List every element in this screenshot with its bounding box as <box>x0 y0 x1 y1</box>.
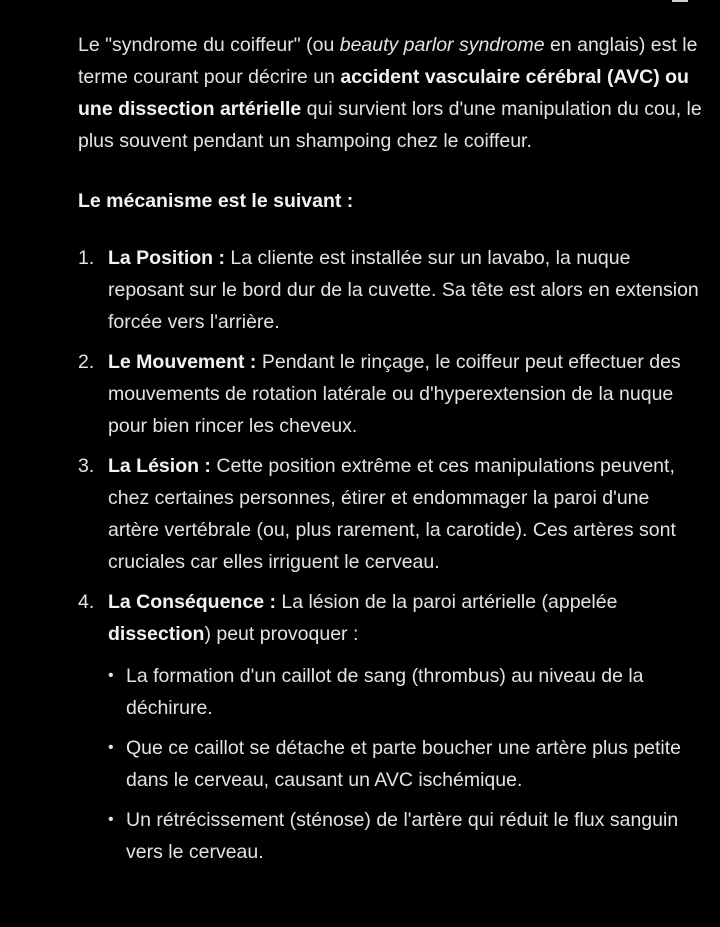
step-number: 2. <box>78 351 95 373</box>
step-title: La Conséquence : <box>108 591 276 613</box>
step-text: Cette position extrême et ces manipulations peuvent, chez certaines personnes, étirer et endommager la paroi d'une artère vertébrale (ou, plus rarement, la carotide). Ces artères sont cruciales car elles irriguent le cerveau. <box>108 455 676 573</box>
bullet-icon: • <box>108 811 114 828</box>
step-text: La cliente est installée sur un lavabo, la nuque reposant sur le bord dur de la cuvette. Sa tête est alors en extension forcée vers l'arrière. <box>108 247 699 333</box>
bullet-icon: • <box>108 667 114 684</box>
consequence-bullets <box>108 660 703 868</box>
step-number: 1. <box>78 247 95 269</box>
bullet-icon: • <box>108 739 114 756</box>
dissection-term: dissection <box>108 623 205 645</box>
step-title: La Lésion : <box>108 455 211 477</box>
step-item-2 <box>78 346 703 442</box>
list-item: • Un rétrécissement (sténose) de l'artère qui réduit le flux sanguin vers le cerveau. <box>108 804 703 868</box>
step-number: 3. <box>78 455 95 477</box>
response-content <box>78 29 703 876</box>
intro-paragraph: Le "syndrome du coiffeur" (ou beauty parlor syndrome en anglais) est le terme courant pour décrire un accident vasculaire cérébral (AVC) ou une dissection artérielle qui survient lors d'une manipulation du cou, le plus souvent pendant un shampoing chez le coiffeur. <box>78 34 702 152</box>
list-item: • La formation d'un caillot de sang (thrombus) au niveau de la déchirure. <box>108 660 703 724</box>
top-edge-indicator <box>672 0 688 2</box>
intro-bold-term: accident vasculaire cérébral (AVC) ou une dissection artérielle <box>78 66 689 120</box>
step-item-1 <box>78 242 703 338</box>
step-text: Pendant le rinçage, le coiffeur peut effectuer des mouvements de rotation latérale ou d'hyperextension de la nuque pour bien rincer les cheveux. <box>108 351 681 437</box>
mechanism-heading: Le mécanisme est le suivant : <box>78 190 354 212</box>
step-title: Le Mouvement : <box>108 351 257 373</box>
mechanism-steps-list <box>78 242 703 868</box>
list-item: • Que ce caillot se détache et parte boucher une artère plus petite dans le cerveau, causant un AVC ischémique. <box>108 732 703 796</box>
step-item-4: 4. La Conséquence : La lésion de la paroi artérielle (appelée dissection) peut provoquer : • La formation d'un caillot de sang (thrombus) au niveau de la déchirure. • Que ce caillot se détache et parte boucher une artère plus petite dans le cerveau, causant un AVC ischémique. • Un rétrécissement (sténose) de l'artère qui réduit le flux sanguin vers le cerveau. <box>78 586 703 868</box>
step-item-3 <box>78 450 703 578</box>
step-number: 4. <box>78 591 95 613</box>
step-title: La Position : <box>108 247 225 269</box>
intro-italic-term: beauty parlor syndrome <box>339 34 545 56</box>
